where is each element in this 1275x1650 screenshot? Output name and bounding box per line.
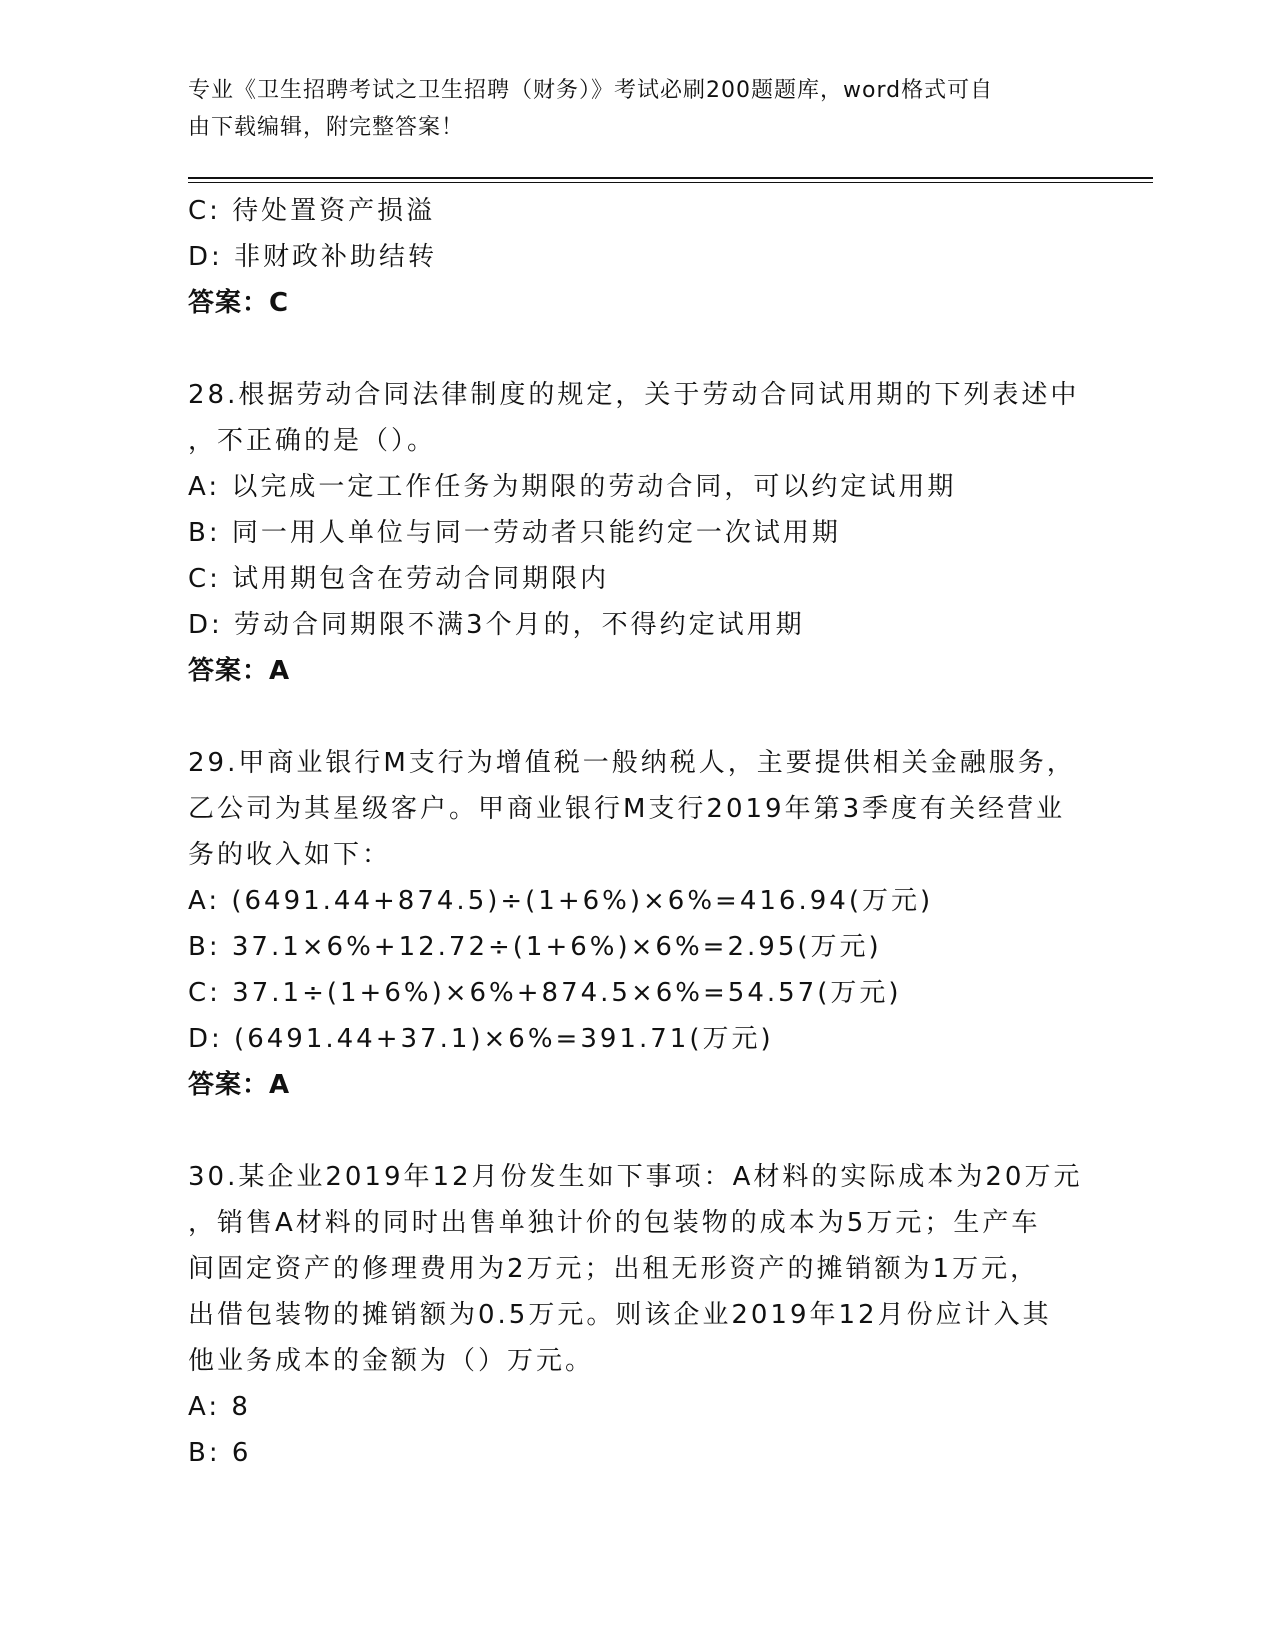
question-stem: 30.某企业2019年12月份发生如下事项：A材料的实际成本为20万元 bbox=[188, 1162, 1083, 1192]
question-stem: 乙公司为其星级客户。甲商业银行M支行2019年第3季度有关经营业 bbox=[188, 794, 1066, 824]
header-title-line-1: 专业《卫生招聘考试之卫生招聘（财务）》考试必刷200题题库，word格式可自 bbox=[188, 78, 994, 103]
option-a: A: 以完成一定工作任务为期限的劳动合同，可以约定试用期 bbox=[188, 472, 957, 502]
answer: 答案：A bbox=[188, 1070, 291, 1100]
answer: 答案：A bbox=[188, 656, 291, 686]
question-stem: 29.甲商业银行M支行为增值税一般纳税人，主要提供相关金融服务， bbox=[188, 748, 1076, 778]
question-30 bbox=[188, 1154, 1088, 1476]
option-b: B: 37.1×6%+12.72÷(1+6%)×6%=2.95(万元) bbox=[188, 932, 882, 962]
question-stem: ，销售A材料的同时出售单独计价的包装物的成本为5万元；生产车 bbox=[188, 1208, 1041, 1238]
question-list bbox=[188, 188, 1088, 1476]
option-a: A: 8 bbox=[188, 1392, 251, 1422]
option-c: C: 试用期包含在劳动合同期限内 bbox=[188, 564, 610, 594]
question-stem: 他业务成本的金额为（）万元。 bbox=[188, 1346, 595, 1376]
option-b: B: 6 bbox=[188, 1438, 252, 1468]
option-b: B: 同一用人单位与同一劳动者只能约定一次试用期 bbox=[188, 518, 841, 548]
question-stem: 28.根据劳动合同法律制度的规定，关于劳动合同试用期的下列表述中 bbox=[188, 380, 1080, 410]
spacer bbox=[188, 326, 1088, 372]
question-28 bbox=[188, 372, 1088, 694]
page-header bbox=[188, 72, 1068, 146]
question-29 bbox=[188, 740, 1088, 1108]
header-title-line-2: 由下载编辑，附完整答案！ bbox=[188, 115, 465, 140]
option-d: D: 劳动合同期限不满3个月的，不得约定试用期 bbox=[188, 610, 805, 640]
spacer bbox=[188, 694, 1088, 740]
question-27-tail bbox=[188, 188, 1088, 326]
option-c: C: 37.1÷(1+6%)×6%+874.5×6%=54.57(万元) bbox=[188, 978, 902, 1008]
option-d: D: 非财政补助结转 bbox=[188, 242, 438, 272]
option-d: D: (6491.44+37.1)×6%=391.71(万元) bbox=[188, 1024, 774, 1054]
option-a: A: (6491.44+874.5)÷(1+6%)×6%=416.94(万元) bbox=[188, 886, 934, 916]
header-divider-thin bbox=[188, 182, 1153, 183]
question-stem: ，不正确的是（）。 bbox=[188, 426, 437, 456]
option-c: C: 待处置资产损溢 bbox=[188, 196, 436, 226]
answer: 答案：C bbox=[188, 288, 290, 318]
question-stem: 间固定资产的修理费用为2万元；出租无形资产的摊销额为1万元， bbox=[188, 1254, 1040, 1284]
question-stem: 务的收入如下： bbox=[188, 840, 392, 870]
question-stem: 出借包装物的摊销额为0.5万元。则该企业2019年12月份应计入其 bbox=[188, 1300, 1052, 1330]
header-divider-thick bbox=[188, 177, 1153, 179]
spacer bbox=[188, 1108, 1088, 1154]
